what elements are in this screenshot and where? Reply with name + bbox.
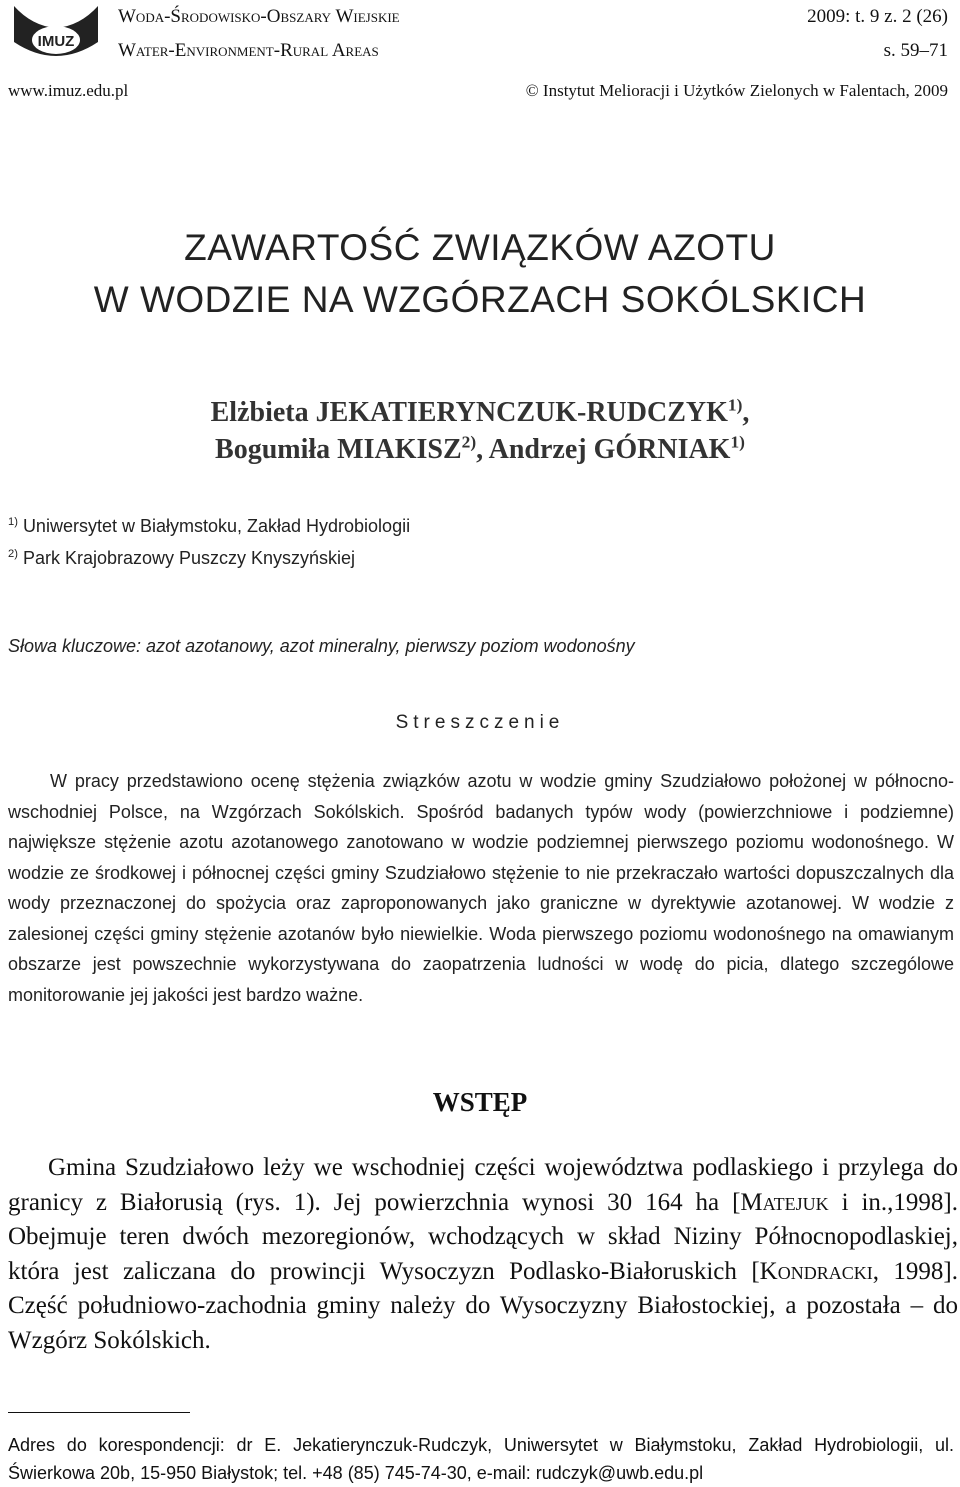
section-heading-introduction: WSTĘP <box>432 1087 528 1117</box>
abstract-heading: Streszczenie <box>395 712 565 733</box>
affiliation-mark: 1) <box>8 516 18 528</box>
authors-line-2 <box>0 433 960 467</box>
author-name: Elżbieta JEKATIERYNCZUK-RUDCZYK <box>210 397 728 428</box>
correspondence-footnote: Adres do korespondencji: dr E. Jekatierynczuk-Rudczyk, Uniwersytet w Białymstoku, Zakład Hydrobiologii, ul. Świerkowa 20b, 15-950 Białystok; tel. +48 (85) 745-74-30, e-mail: rudczyk@uwb.edu.pl <box>8 1435 954 1483</box>
copyright-notice: © Instytut Melioracji i Użytków Zielonych w Falentach, 2009 <box>525 81 948 100</box>
author-affiliation-mark: 1) <box>727 395 743 415</box>
citation-author: Matejuk <box>740 1188 829 1216</box>
website-link[interactable]: www.imuz.edu.pl <box>8 81 129 100</box>
intro-text-part: i in.,1998]. Obejmuje teren dwóch mezoregionów, wchodzących w skład Niziny Północnopodlaskiej, która jest zaliczana do prowincji Wysoczyzn Podlasko-Białoruskich [ <box>8 1188 958 1285</box>
page-range: s. 59–71 <box>883 40 948 61</box>
affiliation-text: Uniwersytet w Białymstoku, Zakład Hydrobiologii <box>22 516 411 536</box>
introduction-paragraph <box>8 1151 958 1358</box>
author-name: Andrzej GÓRNIAK <box>488 434 731 465</box>
affiliation-2 <box>8 548 355 569</box>
article-title-line-2: W WODZIE NA WZGÓRZACH SOKÓLSKICH <box>93 279 867 320</box>
author-affiliation-mark: 2) <box>461 432 477 452</box>
issue-number: 2009: t. 9 z. 2 (26) <box>807 6 948 27</box>
abstract-text: W pracy przedstawiono ocenę stężenia związków azotu w wodzie gminy Szudziałowo położonej w północno-wschodniej Polsce, na Wzgórzach Sokólskich. Spośród badanych typów wody (powierzchniowe i podziemne) największe stężenie azotu azotanowego zanotowano w wodzie podziemnej pierwszego poziomu wodonośnego. W wodzie ze środkowej i północnej części gminy Szudziałowo stężenie to nie przekraczało wartości dopuszczalnych dla wody przeznaczonej do spożycia oraz zaproponowanych jako graniczne w dyrektywie azotanowej. W wodzie z zalesionej części gminy stężenie azotanów było niewielkie. Woda pierwszego poziomu wodonośnego na omawianym obszarze jest powszechnie wykorzystywana do zaopatrzenia ludności w wodę do picia, dlatego szczególowe monitorowanie jej jakości jest bardzo ważne. <box>8 771 954 1005</box>
affiliation-mark: 2) <box>8 548 18 560</box>
keywords: Słowa kluczowe: azot azotanowy, azot mineralny, pierwszy poziom wodonośny <box>8 636 635 656</box>
journal-title-pl: Woda-Środowisko-Obszary Wiejskie <box>118 6 400 27</box>
footnote-divider <box>8 1412 190 1413</box>
author-name: Bogumiła MIAKISZ <box>215 434 462 465</box>
affiliation-1 <box>8 516 410 537</box>
author-affiliation-mark: 1) <box>730 432 745 452</box>
intro-text-part: , 1998]. Część południowo-zachodnia gminy należy do Wysoczyzny Białostockiej, a pozostała – do Wzgórz Sokólskich. <box>8 1257 958 1354</box>
author-separator: , <box>476 434 489 465</box>
citation-author: Kondracki <box>759 1257 873 1285</box>
affiliation-text: Park Krajobrazowy Puszczy Knyszyńskiej <box>22 548 356 568</box>
article-title-line-1: ZAWARTOŚĆ ZWIĄZKÓW AZOTU <box>184 227 776 268</box>
logo-text: IMUZ <box>37 33 75 50</box>
author-separator: , <box>742 397 750 428</box>
authors-line-1 <box>0 396 960 430</box>
intro-text-part: Gmina Szudziałowo leży we wschodniej części województwa podlaskiego i przylega do granicy z Białorusią (rys. 1). Jej powierzchnia wynosi 30 164 ha [ <box>8 1154 958 1216</box>
imuz-logo <box>10 4 102 64</box>
journal-title-en: Water-Environment-Rural Areas <box>118 40 379 61</box>
